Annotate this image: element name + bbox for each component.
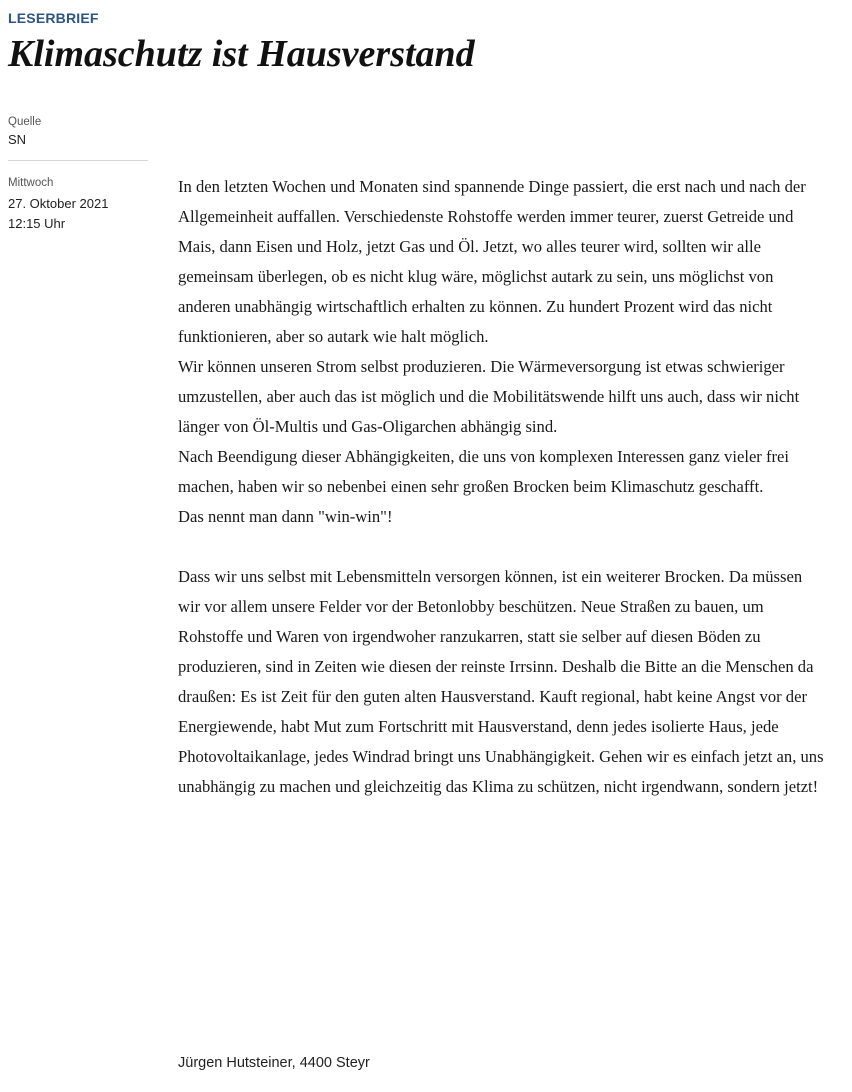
paragraph: Nach Beendigung dieser Abhängigkeiten, die uns von komplexen Interessen ganz vieler frei machen, haben wir so nebenbei einen sehr großen Brocken beim Klimaschutz geschafft.	[178, 447, 790, 496]
publish-date: 27. Oktober 2021	[8, 196, 109, 211]
publish-info	[8, 175, 148, 234]
source-label: Quelle	[8, 116, 42, 128]
article-body	[178, 172, 828, 802]
source-info	[8, 114, 148, 161]
paragraph: In den letzten Wochen und Monaten sind spannende Dinge passiert, die erst nach und nach der Allgemeinheit auffallen. Verschiedenste Rohstoffe werden immer teurer, zuerst Getreide und Mais, dann Eisen und Holz, jetzt Gas und Öl. Jetzt, wo alles teurer wird, sollten wir alle gemeinsam überlegen, ob es nicht klug wäre, möglichst autark zu sein, uns möglichst von anderen unabhängig wirtschaftlich erhalten zu können. Zu hundert Prozent wird das nicht funktionieren, aber so autark wie halt möglich.	[178, 177, 806, 346]
publish-day: Mittwoch	[8, 177, 54, 189]
author-signature: Jürgen Hutsteiner, 4400 Steyr	[178, 1055, 370, 1071]
paragraph: Dass wir uns selbst mit Lebensmitteln versorgen können, ist ein weiterer Brocken. Da müssen wir vor allem unsere Felder vor der Betonlobby beschützen. Neue Straßen zu bauen, um Rohstoffe und Waren von irgendwoher ranzukarren, statt sie selber auf diesen Böden zu produzieren, sind in Zeiten wie diesen der reinste Irrsinn. Deshalb die Bitte an die Menschen da draußen: Es ist Zeit für den guten alten Hausverstand. Kauft regional, habt keine Angst vor der Energiewende, habt Mut zum Fortschritt mit Hausverstand, denn jedes isolierte Haus, jede Photovoltaikanlage, jedes Windrad bringt uns Unabhängigkeit. Gehen wir es einfach jetzt an, uns unabhängig zu machen und gleichzeitig das Klima zu schützen, nicht irgendwann, sondern jetzt!	[178, 567, 824, 796]
paragraph: Das nennt man dann "win-win"!	[178, 507, 393, 526]
publish-time: 12:15 Uhr	[8, 216, 66, 231]
page-title: Klimaschutz ist Hausverstand	[8, 33, 475, 75]
paragraph: Wir können unseren Strom selbst produzieren. Die Wärmeversorgung ist etwas schwieriger umzustellen, aber auch das ist möglich und die Mobilitätswende hilft uns auch, dass wir nicht länger von Öl-Multis und Gas-Oligarchen abhängig sind.	[178, 357, 800, 436]
source-value: SN	[8, 132, 27, 147]
kicker-label: LESERBRIEF	[8, 10, 99, 26]
